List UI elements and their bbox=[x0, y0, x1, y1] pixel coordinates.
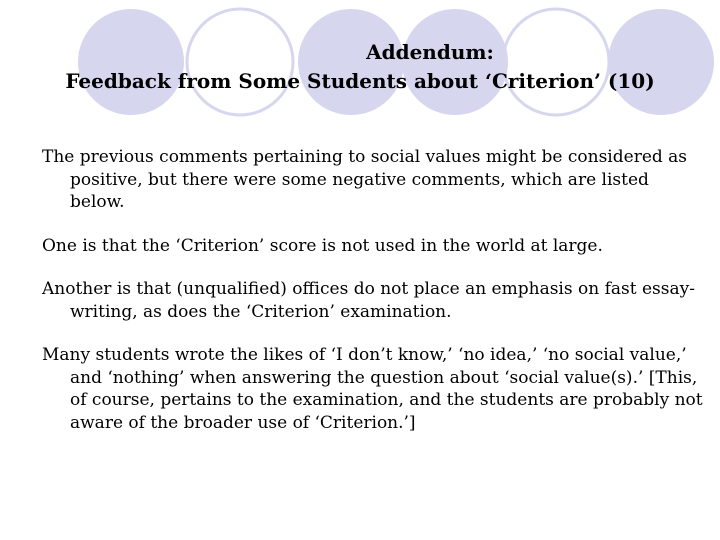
slide-body bbox=[42, 146, 704, 455]
paragraph-3: Another is that (unqualified) offices do not place an emphasis on fast essay-writing, as does the ‘Criterion’ examination. bbox=[42, 279, 695, 322]
paragraph-2: One is that the ‘Criterion’ score is not used in the world at large. bbox=[42, 235, 603, 256]
paragraph-4: Many students wrote the likes of ‘I don’t know,’ ‘no idea,’ ‘no social value,’ and ‘nothing’ when answering the question about ‘social value(s).’ [This, of course, pertains to the examination, and the students are probably not aware of the broader use of ‘Criterion.’] bbox=[42, 345, 703, 433]
paragraph-1: The previous comments pertaining to social values might be considered as positive, but there were some negative comments, which are listed below. bbox=[42, 147, 688, 212]
slide-title-line1: Addendum: bbox=[366, 40, 494, 64]
slide-title bbox=[0, 38, 720, 96]
slide-title-line2: Feedback from Some Students about ‘Criterion’ (10) bbox=[65, 69, 655, 93]
